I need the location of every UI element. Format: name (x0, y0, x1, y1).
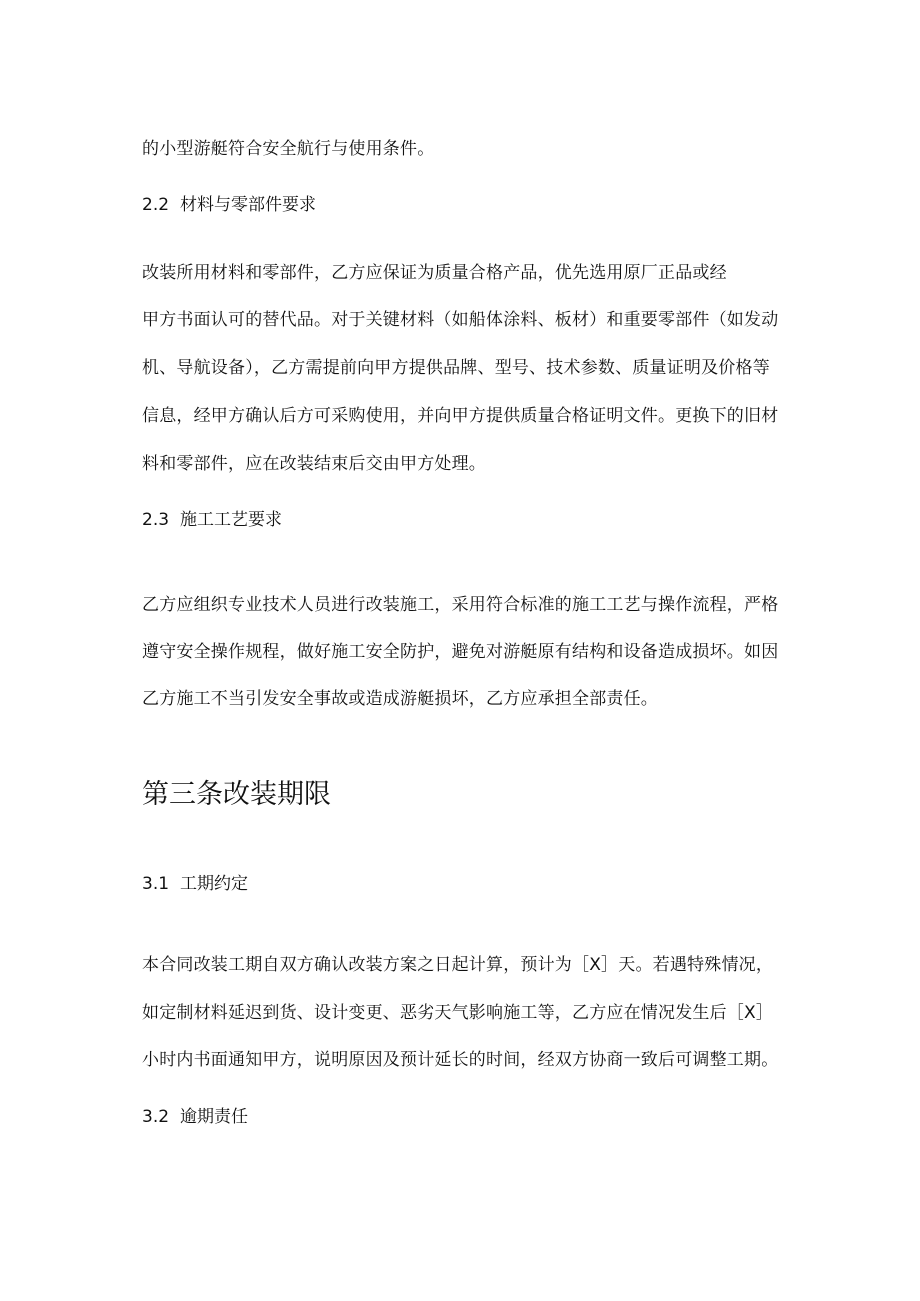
paragraph-line: 本合同改装工期自双方确认改装方案之日起计算，预计为［X］天。若遇特殊情况， (142, 955, 774, 975)
section-heading-3-2 (142, 1107, 248, 1127)
paragraph-line: 乙方应组织专业技术人员进行改装施工，采用符合标准的施工工艺与操作流程，严格 (142, 595, 779, 615)
paragraph-line: 信息，经甲方确认后方可采购使用，并向甲方提供质量合格证明文件。更换下的旧材 (142, 406, 779, 426)
section-number: 3.1 (142, 874, 170, 894)
paragraph-line: 甲方书面认可的替代品。对于关键材料（如船体涂料、板材）和重要零部件（如发动 (142, 310, 779, 330)
paragraph-line: 料和零部件，应在改装结束后交由甲方处理。 (142, 454, 486, 474)
paragraph-line: 的小型游艇符合安全航行与使用条件。 (142, 139, 435, 159)
section-heading-3-1 (142, 874, 248, 894)
section-title: 材料与零部件要求 (180, 195, 316, 215)
section-heading-2-3 (142, 510, 282, 530)
section-title: 施工工艺要求 (180, 510, 282, 530)
paragraph-line: 小时内书面通知甲方，说明原因及预计延长的时间，经双方协商一致后可调整工期。 (142, 1050, 779, 1070)
section-number: 2.2 (142, 195, 170, 215)
paragraph-line: 如定制材料延迟到货、设计变更、恶劣天气影响施工等，乙方应在情况发生后［X］ (142, 1003, 774, 1023)
section-title: 逾期责任 (180, 1107, 248, 1127)
paragraph-line: 乙方施工不当引发安全事故或造成游艇损坏，乙方应承担全部责任。 (142, 689, 658, 709)
section-number: 2.3 (142, 510, 170, 530)
paragraph-line: 机、导航设备），乙方需提前向甲方提供品牌、型号、技术参数、质量证明及价格等 (142, 358, 770, 378)
section-number: 3.2 (142, 1107, 170, 1127)
section-heading-2-2 (142, 195, 316, 215)
paragraph-line: 改装所用材料和零部件，乙方应保证为质量合格产品，优先选用原厂正品或经 (142, 263, 727, 283)
paragraph-line: 遵守安全操作规程，做好施工安全防护，避免对游艇原有结构和设备造成损坏。如因 (142, 642, 779, 662)
article-heading: 第三条改装期限 (142, 779, 331, 810)
section-title: 工期约定 (180, 874, 248, 894)
